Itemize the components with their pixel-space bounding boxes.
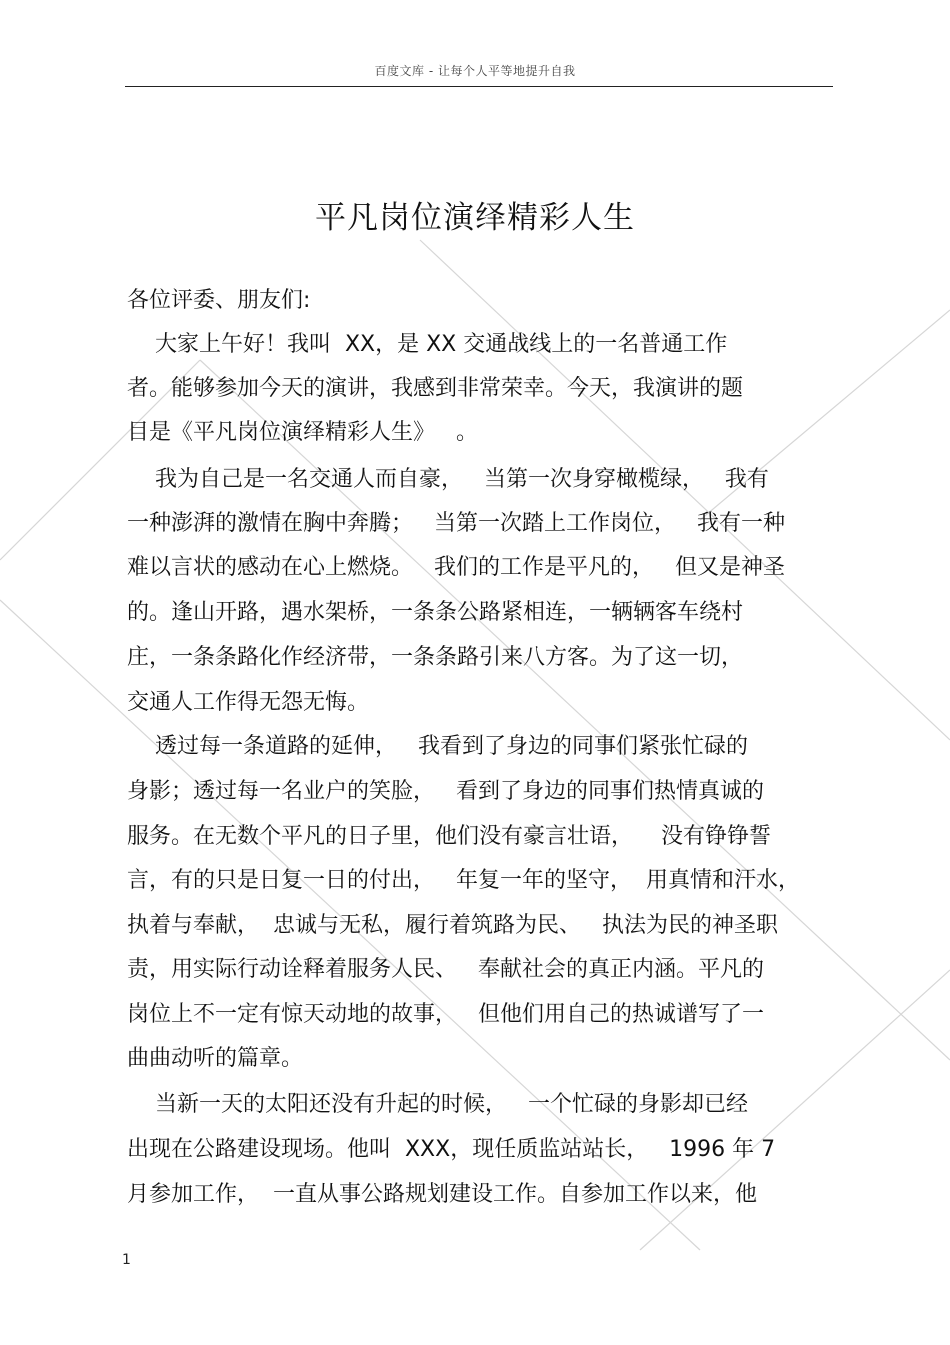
page-number: 1 — [122, 1252, 131, 1268]
body-line: 者。能够参加今天的演讲，我感到非常荣幸。今天，我演讲的题 — [127, 376, 744, 401]
document-title: 平凡岗位演绎精彩人生 — [315, 200, 635, 236]
body-line: 月参加工作， 一直从事公路规划建设工作。自参加工作以来，他 — [127, 1182, 757, 1207]
body-line: 交通人工作得无怨无悔。 — [127, 690, 370, 715]
body-line: 一种澎湃的激情在胸中奔腾； 当第一次踏上工作岗位， 我有一种 — [127, 511, 785, 536]
body-line: 当新一天的太阳还没有升起的时候， 一个忙碌的身影却已经 — [127, 1092, 748, 1117]
body-line: 大家上午好！我叫 XX，是 XX 交通战线上的一名普通工作 — [127, 332, 728, 357]
body-line: 执着与奉献， 忠诚与无私，履行着筑路为民、 执法为民的神圣职 — [127, 913, 778, 938]
header-rule — [125, 86, 833, 87]
body-line: 言，有的只是日复一日的付出， 年复一年的坚守， 用真情和汗水， — [127, 868, 800, 893]
body-line: 服务。在无数个平凡的日子里，他们没有豪言壮语， 没有铮铮誓 — [127, 824, 771, 849]
body-line: 我为自己是一名交通人而自豪， 当第一次身穿橄榄绿， 我有 — [127, 467, 769, 492]
body-line: 身影；透过每一名业户的笑脸， 看到了身边的同事们热情真诚的 — [127, 779, 764, 804]
page-header: 百度文库 - 让每个人平等地提升自我 — [374, 64, 576, 78]
body-line: 的。逢山开路，遇水架桥，一条条公路紧相连，一辆辆客车绕村 — [127, 600, 744, 625]
body-line: 透过每一条道路的延伸， 我看到了身边的同事们紧张忙碌的 — [127, 734, 748, 759]
body-line: 出现在公路建设现场。他叫 XXX，现任质监站站长， 1996 年 7 — [127, 1137, 776, 1162]
body-line: 责，用实际行动诠释着服务人民、 奉献社会的真正内涵。平凡的 — [127, 957, 764, 982]
body-line: 各位评委、朋友们: — [127, 288, 311, 313]
body-line: 难以言状的感动在心上燃烧。 我们的工作是平凡的， 但又是神圣 — [127, 555, 785, 580]
body-line: 目是《平凡岗位演绎精彩人生》 。 — [127, 420, 478, 445]
body-line: 曲曲动听的篇章。 — [127, 1046, 304, 1071]
body-line: 岗位上不一定有惊天动地的故事， 但他们用自己的热诚谱写了一 — [127, 1002, 764, 1027]
body-line: 庄，一条条路化作经济带，一条条路引来八方客。为了这一切， — [127, 645, 744, 670]
